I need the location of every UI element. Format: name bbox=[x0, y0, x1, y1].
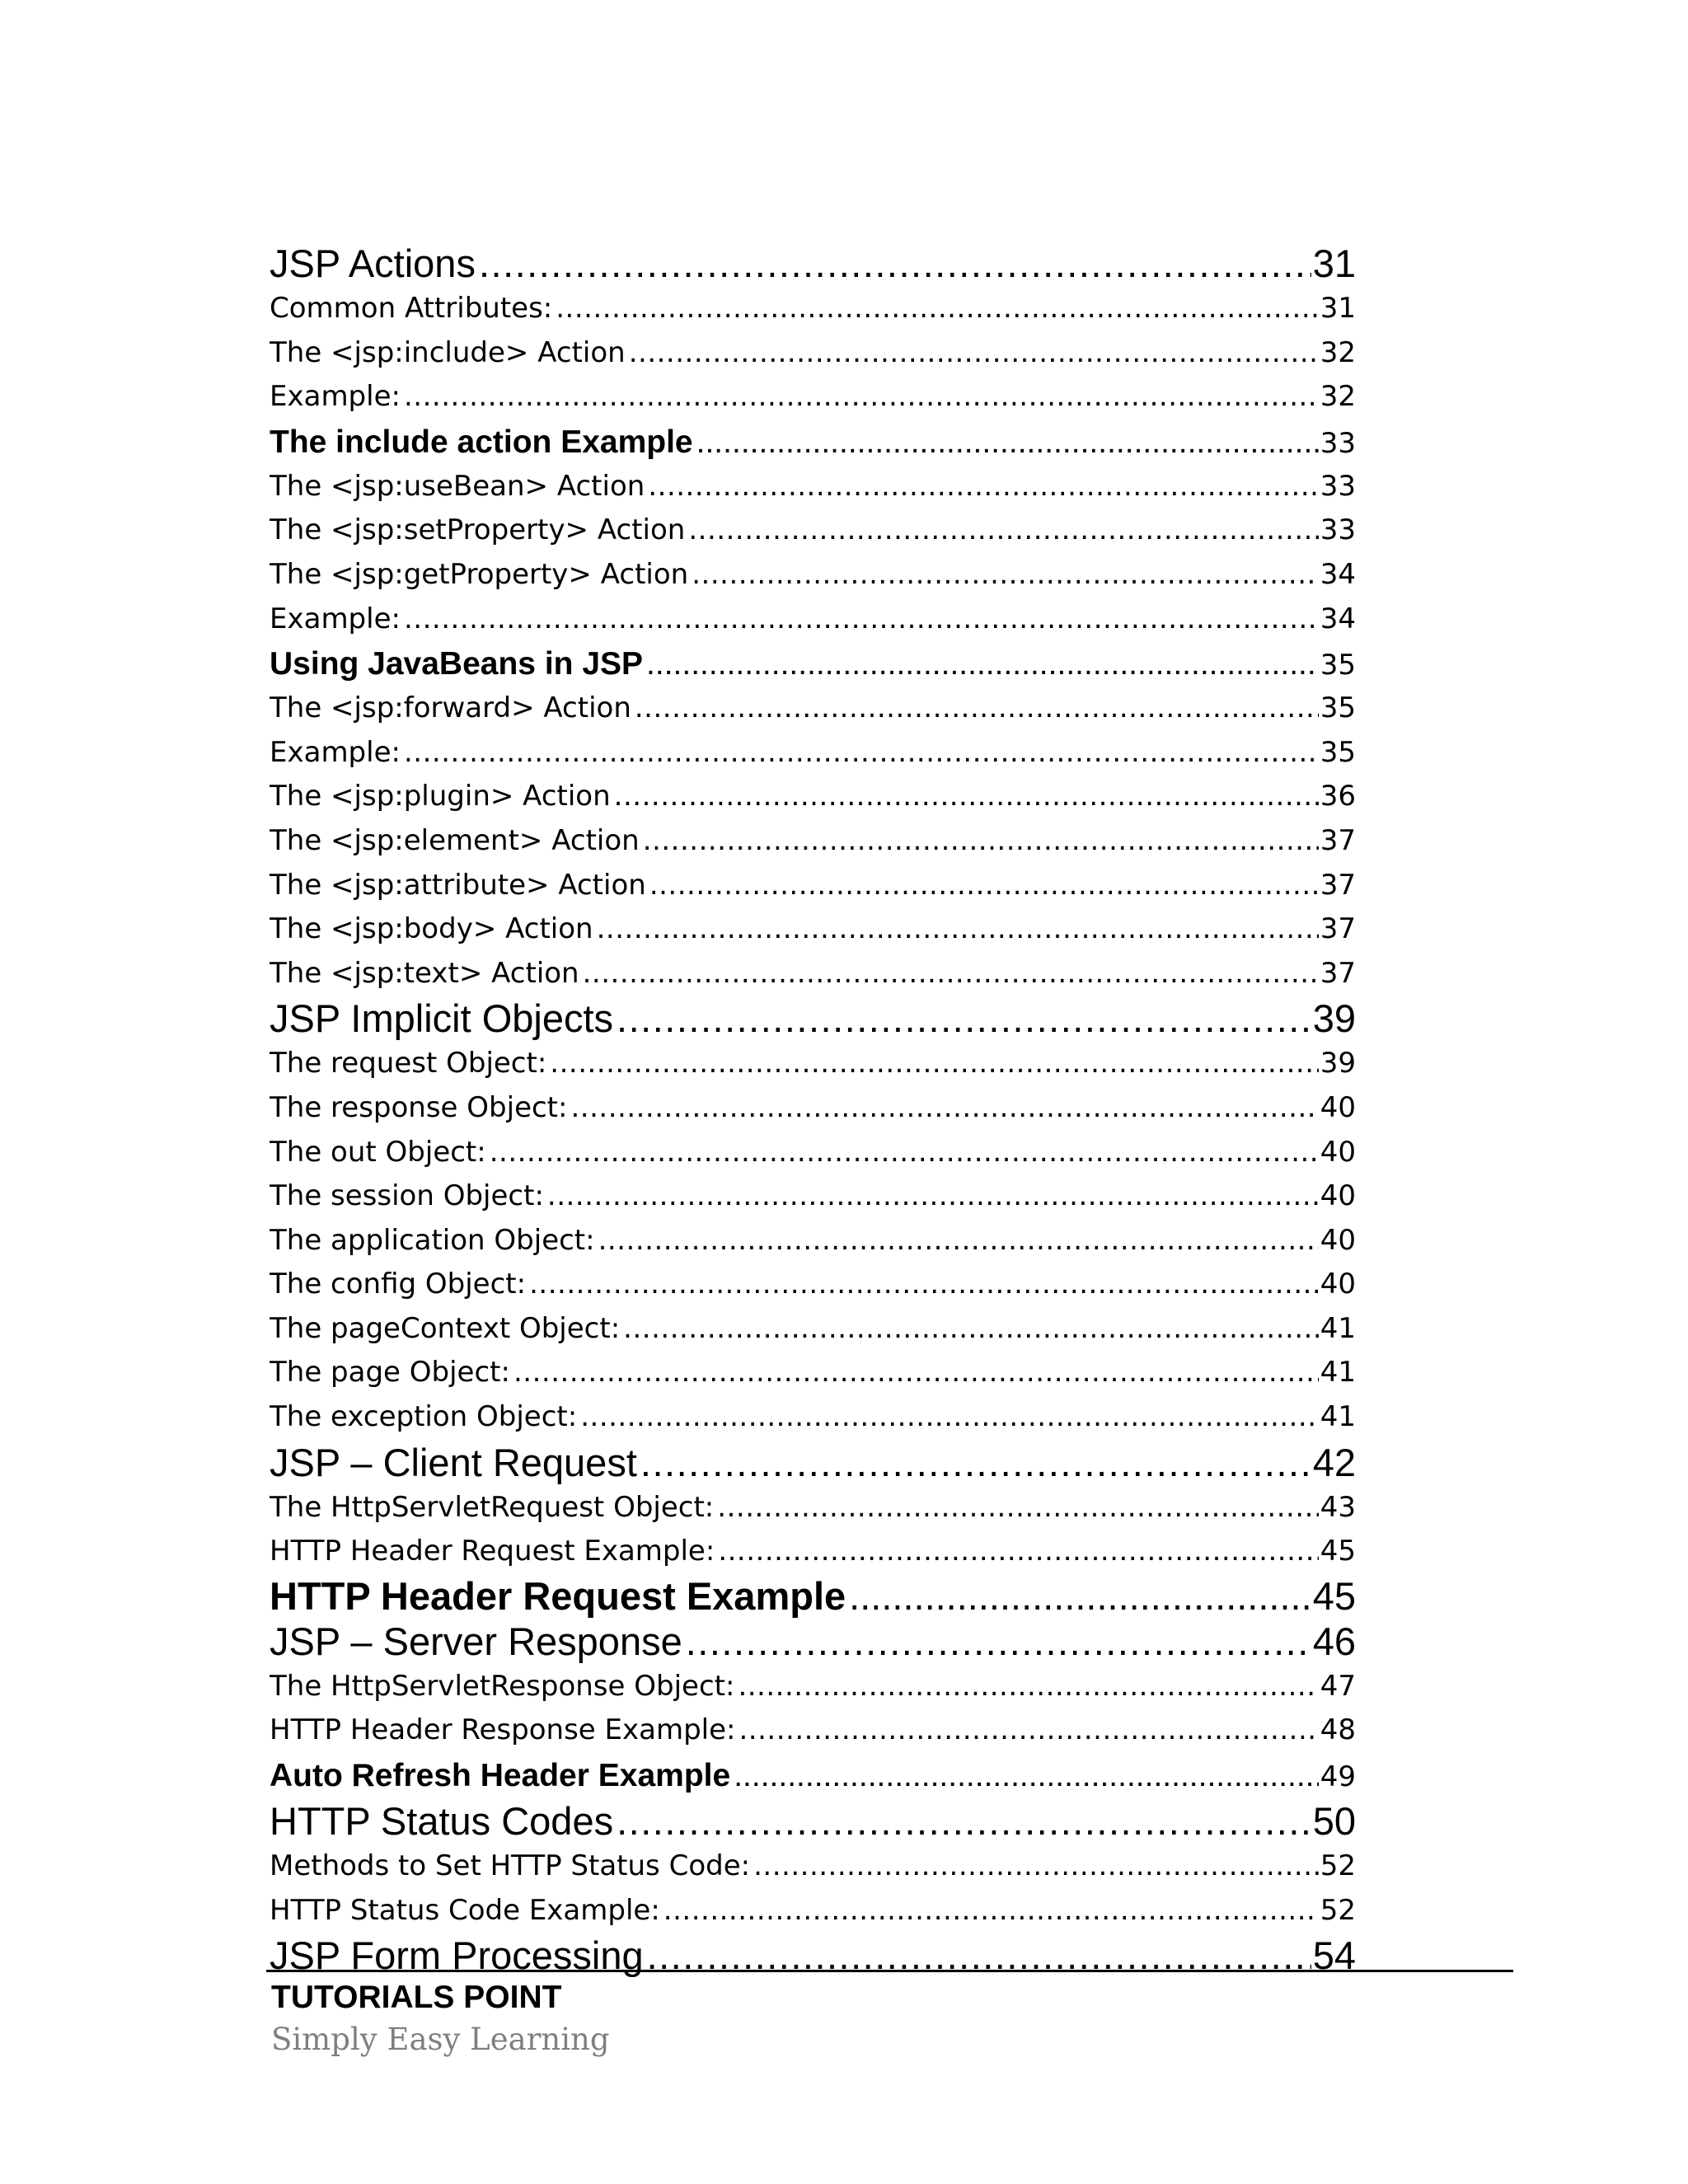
toc-entry-title: HTTP Header Request Example bbox=[270, 1573, 846, 1618]
toc-entry[interactable] bbox=[270, 641, 1356, 687]
toc-entry[interactable] bbox=[270, 1395, 1356, 1440]
toc-entry-page: 41 bbox=[1320, 1356, 1356, 1390]
toc-entry-page: 42 bbox=[1312, 1440, 1356, 1484]
toc-entry-title: JSP Form Processing bbox=[270, 1933, 644, 1978]
toc-entry-page: 40 bbox=[1320, 1268, 1356, 1301]
toc-entry[interactable] bbox=[270, 375, 1356, 419]
toc-entry[interactable] bbox=[270, 996, 1356, 1042]
dot-leader bbox=[718, 1530, 1318, 1574]
toc-entry-page: 52 bbox=[1320, 1893, 1356, 1927]
footer-divider bbox=[266, 1970, 1513, 1972]
toc-entry[interactable] bbox=[270, 864, 1356, 908]
toc-entry[interactable] bbox=[270, 907, 1356, 952]
dot-leader bbox=[598, 1219, 1319, 1263]
dot-leader bbox=[753, 1844, 1319, 1889]
toc-entry-page: 46 bbox=[1312, 1619, 1356, 1663]
dot-leader bbox=[513, 1351, 1319, 1395]
toc-entry-title: Common Attributes: bbox=[270, 292, 553, 325]
toc-entry-title: HTTP Header Response Example: bbox=[270, 1713, 736, 1747]
toc-entry-page: 36 bbox=[1320, 780, 1356, 813]
toc-entry-page: 50 bbox=[1312, 1799, 1356, 1844]
toc-entry-title: The application Object: bbox=[270, 1223, 595, 1257]
dot-leader bbox=[849, 1574, 1311, 1619]
toc-entry-page: 39 bbox=[1312, 996, 1356, 1041]
toc-entry-title: The session Object: bbox=[270, 1179, 544, 1213]
dot-leader bbox=[688, 509, 1318, 553]
toc-entry-page: 35 bbox=[1320, 649, 1356, 682]
dot-leader bbox=[646, 641, 1319, 687]
toc-entry-title: Example: bbox=[270, 602, 401, 635]
dot-leader bbox=[717, 1486, 1318, 1530]
toc-entry-title: JSP – Client Request bbox=[270, 1440, 637, 1484]
toc-entry-title: JSP Actions bbox=[270, 241, 476, 285]
toc-entry-page: 33 bbox=[1320, 513, 1356, 547]
toc-entry-title: The out Object: bbox=[270, 1135, 486, 1169]
toc-entry-title: The page Object: bbox=[270, 1356, 510, 1390]
toc-entry-title: Methods to Set HTTP Status Code: bbox=[270, 1849, 751, 1883]
dot-leader bbox=[570, 1086, 1318, 1131]
toc-entry[interactable] bbox=[270, 1889, 1356, 1933]
dot-leader bbox=[635, 687, 1319, 731]
toc-entry[interactable] bbox=[270, 1574, 1356, 1619]
dot-leader bbox=[629, 331, 1319, 376]
toc-entry[interactable] bbox=[270, 1753, 1356, 1798]
toc-entry-title: Example: bbox=[270, 735, 401, 769]
dot-leader bbox=[550, 1042, 1318, 1086]
toc-entry[interactable] bbox=[270, 1042, 1356, 1086]
toc-entry-title: The include action Example bbox=[270, 424, 693, 460]
toc-entry-page: 34 bbox=[1320, 602, 1356, 635]
toc-entry[interactable] bbox=[270, 1844, 1356, 1889]
toc-entry[interactable] bbox=[270, 287, 1356, 331]
table-of-contents bbox=[270, 241, 1356, 1979]
toc-entry[interactable] bbox=[270, 731, 1356, 776]
toc-entry[interactable] bbox=[270, 952, 1356, 996]
toc-entry-title: The HttpServletRequest Object: bbox=[270, 1490, 715, 1524]
toc-entry-title: JSP Implicit Objects bbox=[270, 996, 614, 1041]
dot-leader bbox=[617, 1798, 1311, 1844]
dot-leader bbox=[404, 598, 1319, 642]
toc-entry-page: 48 bbox=[1320, 1713, 1356, 1747]
toc-entry-title: The exception Object: bbox=[270, 1400, 578, 1434]
toc-entry-page: 41 bbox=[1320, 1400, 1356, 1434]
toc-entry-title: HTTP Status Code Example: bbox=[270, 1893, 660, 1927]
toc-entry-page: 47 bbox=[1320, 1669, 1356, 1703]
toc-entry[interactable] bbox=[270, 1131, 1356, 1175]
toc-entry[interactable] bbox=[270, 1219, 1356, 1263]
toc-entry-title: HTTP Header Request Example: bbox=[270, 1535, 715, 1568]
toc-entry[interactable] bbox=[270, 1708, 1356, 1753]
dot-leader bbox=[479, 241, 1311, 287]
toc-entry-title: The <jsp:body> Action bbox=[270, 912, 593, 946]
toc-entry-title: The <jsp:element> Action bbox=[270, 823, 640, 857]
dot-leader bbox=[738, 1665, 1318, 1709]
dot-leader bbox=[692, 553, 1319, 598]
toc-entry-page: 41 bbox=[1320, 1311, 1356, 1345]
toc-entry-page: 31 bbox=[1320, 292, 1356, 325]
dot-leader bbox=[738, 1708, 1318, 1753]
toc-entry[interactable] bbox=[270, 598, 1356, 642]
toc-entry-page: 43 bbox=[1320, 1490, 1356, 1524]
toc-entry-page: 49 bbox=[1320, 1760, 1356, 1794]
toc-entry-page: 40 bbox=[1320, 1135, 1356, 1169]
toc-entry-title: Example: bbox=[270, 380, 401, 414]
toc-entry-title: The <jsp:useBean> Action bbox=[270, 469, 645, 503]
toc-entry-page: 40 bbox=[1320, 1179, 1356, 1213]
toc-entry[interactable] bbox=[270, 241, 1356, 287]
toc-entry-page: 39 bbox=[1320, 1047, 1356, 1080]
toc-entry-title: The <jsp:getProperty> Action bbox=[270, 557, 689, 591]
toc-entry[interactable] bbox=[270, 1665, 1356, 1709]
toc-entry-title: The response Object: bbox=[270, 1090, 568, 1124]
toc-entry-title: The <jsp:plugin> Action bbox=[270, 780, 611, 813]
toc-entry[interactable] bbox=[270, 1351, 1356, 1395]
toc-entry[interactable] bbox=[270, 465, 1356, 509]
toc-entry[interactable] bbox=[270, 1486, 1356, 1530]
toc-entry[interactable] bbox=[270, 1263, 1356, 1307]
toc-entry-title: Auto Refresh Header Example bbox=[270, 1758, 731, 1794]
dot-leader bbox=[597, 907, 1319, 952]
toc-entry[interactable] bbox=[270, 1174, 1356, 1219]
toc-entry-title: HTTP Status Codes bbox=[270, 1799, 614, 1844]
dot-leader bbox=[640, 1440, 1311, 1486]
dot-leader bbox=[663, 1889, 1319, 1933]
toc-entry[interactable] bbox=[270, 1798, 1356, 1844]
toc-entry-page: 37 bbox=[1320, 823, 1356, 857]
dot-leader bbox=[583, 952, 1319, 996]
toc-entry-title: JSP – Server Response bbox=[270, 1619, 682, 1663]
toc-entry[interactable] bbox=[270, 1307, 1356, 1352]
toc-entry-title: The <jsp:attribute> Action bbox=[270, 868, 646, 902]
toc-entry-title: The request Object: bbox=[270, 1047, 547, 1080]
toc-entry-page: 37 bbox=[1320, 868, 1356, 902]
toc-entry-page: 37 bbox=[1320, 912, 1356, 946]
toc-entry[interactable] bbox=[270, 687, 1356, 731]
toc-entry-page: 35 bbox=[1320, 691, 1356, 725]
dot-leader bbox=[617, 996, 1311, 1042]
toc-entry[interactable] bbox=[270, 1086, 1356, 1131]
dot-leader bbox=[490, 1131, 1319, 1175]
toc-entry-page: 32 bbox=[1320, 380, 1356, 414]
toc-entry-page: 37 bbox=[1320, 956, 1356, 990]
dot-leader bbox=[614, 775, 1319, 819]
toc-entry[interactable] bbox=[270, 775, 1356, 819]
toc-entry-title: The <jsp:setProperty> Action bbox=[270, 513, 686, 547]
toc-entry[interactable] bbox=[270, 553, 1356, 598]
toc-entry-page: 54 bbox=[1312, 1933, 1356, 1978]
footer-brand: TUTORIALS POINT bbox=[271, 1980, 562, 2015]
toc-entry[interactable] bbox=[270, 1619, 1356, 1665]
toc-entry-title: The <jsp:include> Action bbox=[270, 335, 626, 369]
toc-entry[interactable] bbox=[270, 1440, 1356, 1486]
toc-entry-title: The pageContext Object: bbox=[270, 1311, 621, 1345]
toc-entry-page: 35 bbox=[1320, 735, 1356, 769]
toc-entry-title: The config Object: bbox=[270, 1268, 527, 1301]
dot-leader bbox=[643, 819, 1319, 864]
dot-leader bbox=[649, 864, 1319, 908]
toc-entry-page: 40 bbox=[1320, 1090, 1356, 1124]
toc-entry-page: 34 bbox=[1320, 557, 1356, 591]
dot-leader bbox=[648, 465, 1318, 509]
toc-entry-title: The <jsp:forward> Action bbox=[270, 691, 631, 725]
toc-entry-page: 33 bbox=[1320, 426, 1356, 460]
toc-entry-title: Using JavaBeans in JSP bbox=[270, 646, 644, 682]
dot-leader bbox=[404, 731, 1319, 776]
dot-leader bbox=[734, 1753, 1319, 1798]
toc-entry[interactable] bbox=[270, 419, 1356, 465]
toc-entry-page: 45 bbox=[1312, 1573, 1356, 1618]
toc-entry-title: The HttpServletResponse Object: bbox=[270, 1669, 735, 1703]
toc-entry-page: 45 bbox=[1320, 1535, 1356, 1568]
toc-entry-page: 52 bbox=[1320, 1849, 1356, 1883]
dot-leader bbox=[623, 1307, 1319, 1352]
dot-leader bbox=[686, 1619, 1311, 1665]
toc-entry-page: 31 bbox=[1312, 241, 1356, 285]
toc-entry[interactable] bbox=[270, 819, 1356, 864]
toc-entry-page: 33 bbox=[1320, 469, 1356, 503]
dot-leader bbox=[529, 1263, 1319, 1307]
toc-entry-title: The <jsp:text> Action bbox=[270, 956, 579, 990]
dot-leader bbox=[547, 1174, 1319, 1219]
toc-entry[interactable] bbox=[270, 331, 1356, 376]
toc-entry-page: 32 bbox=[1320, 335, 1356, 369]
dot-leader bbox=[580, 1395, 1319, 1440]
toc-entry-page: 40 bbox=[1320, 1223, 1356, 1257]
toc-entry[interactable] bbox=[270, 509, 1356, 553]
dot-leader bbox=[404, 375, 1319, 419]
dot-leader bbox=[696, 419, 1319, 465]
footer-tagline: Simply Easy Learning bbox=[271, 2022, 610, 2057]
dot-leader bbox=[556, 287, 1318, 331]
toc-entry[interactable] bbox=[270, 1530, 1356, 1574]
